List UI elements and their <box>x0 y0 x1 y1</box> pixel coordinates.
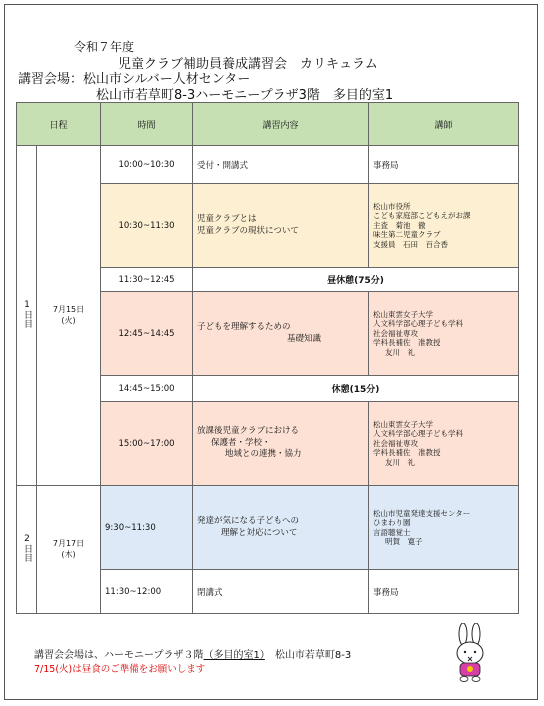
header-time: 時間 <box>101 103 193 146</box>
lecturer-cell: 事務局 <box>369 570 519 614</box>
curriculum-table <box>16 102 519 614</box>
time-cell: 10:00~10:30 <box>101 146 193 184</box>
break-cell: 休憩(15分) <box>193 376 519 402</box>
table-row <box>17 486 519 570</box>
table-row <box>17 146 519 184</box>
lecturer-cell: 松山市役所 こども家庭部こどもえがお課 主査 菊池 徹 味生第二児童クラブ 支援員 石田 百合香 <box>369 184 519 268</box>
header-schedule: 日程 <box>17 103 101 146</box>
lunch-note: 7/15(火)は昼食のご準備をお願いします <box>34 664 206 675</box>
lecturer-cell: 松山東雲女子大学 人文科学部心理子ども学科 社会福祉専攻 学科長補佐 准教授 友川 礼 <box>369 292 519 376</box>
header-lecturer: 講師 <box>369 103 519 146</box>
break-cell: 昼休憩(75分) <box>193 268 519 292</box>
venue-note: 講習会会場は、ハーモニープラザ３階（多目的室1） 松山市若草町8-3 <box>34 650 352 661</box>
lecturer-cell: 松山市児童発達支援センター ひまわり園 言語聴覚士 明賀 寛子 <box>369 486 519 570</box>
time-cell: 14:45~15:00 <box>101 376 193 402</box>
table-header-row <box>17 103 519 146</box>
header-content: 講習内容 <box>193 103 369 146</box>
content-cell: 児童クラブとは 児童クラブの現状について <box>193 184 369 268</box>
time-cell: 11:30~12:00 <box>101 570 193 614</box>
day-date: 7月15日 (火) <box>37 146 101 486</box>
content-cell: 放課後児童クラブにおける 保護者・学校・ 地域との連携・協力 <box>193 402 369 486</box>
address-line: 松山市若草町8-3ハーモニープラザ3階 多目的室1 <box>96 88 394 103</box>
time-cell: 9:30~11:30 <box>101 486 193 570</box>
day-label: 1日目 <box>17 146 37 486</box>
venue-line: 講習会場：松山市シルバー人材センター <box>18 72 251 87</box>
time-cell: 11:30~12:45 <box>101 268 193 292</box>
lecturer-cell: 松山東雲女子大学 人文科学部心理子ども学科 社会福祉専攻 学科長補佐 准教授 友川 礼 <box>369 402 519 486</box>
time-cell: 12:45~14:45 <box>101 292 193 376</box>
content-cell: 子どもを理解するための 基礎知識 <box>193 292 369 376</box>
content-cell: 閉講式 <box>193 570 369 614</box>
bunny-illustration <box>448 623 492 683</box>
page-title: 児童クラブ補助員養成講習会 カリキュラム <box>118 57 378 72</box>
content-cell: 発達が気になる子どもへの 理解と対応について <box>193 486 369 570</box>
time-cell: 15:00~17:00 <box>101 402 193 486</box>
day-date: 7月17日 (木) <box>37 486 101 614</box>
day-label: 2日目 <box>17 486 37 614</box>
lecturer-cell: 事務局 <box>369 146 519 184</box>
content-cell: 受付・開講式 <box>193 146 369 184</box>
year-heading: 令和７年度 <box>74 40 135 54</box>
time-cell: 10:30~11:30 <box>101 184 193 268</box>
